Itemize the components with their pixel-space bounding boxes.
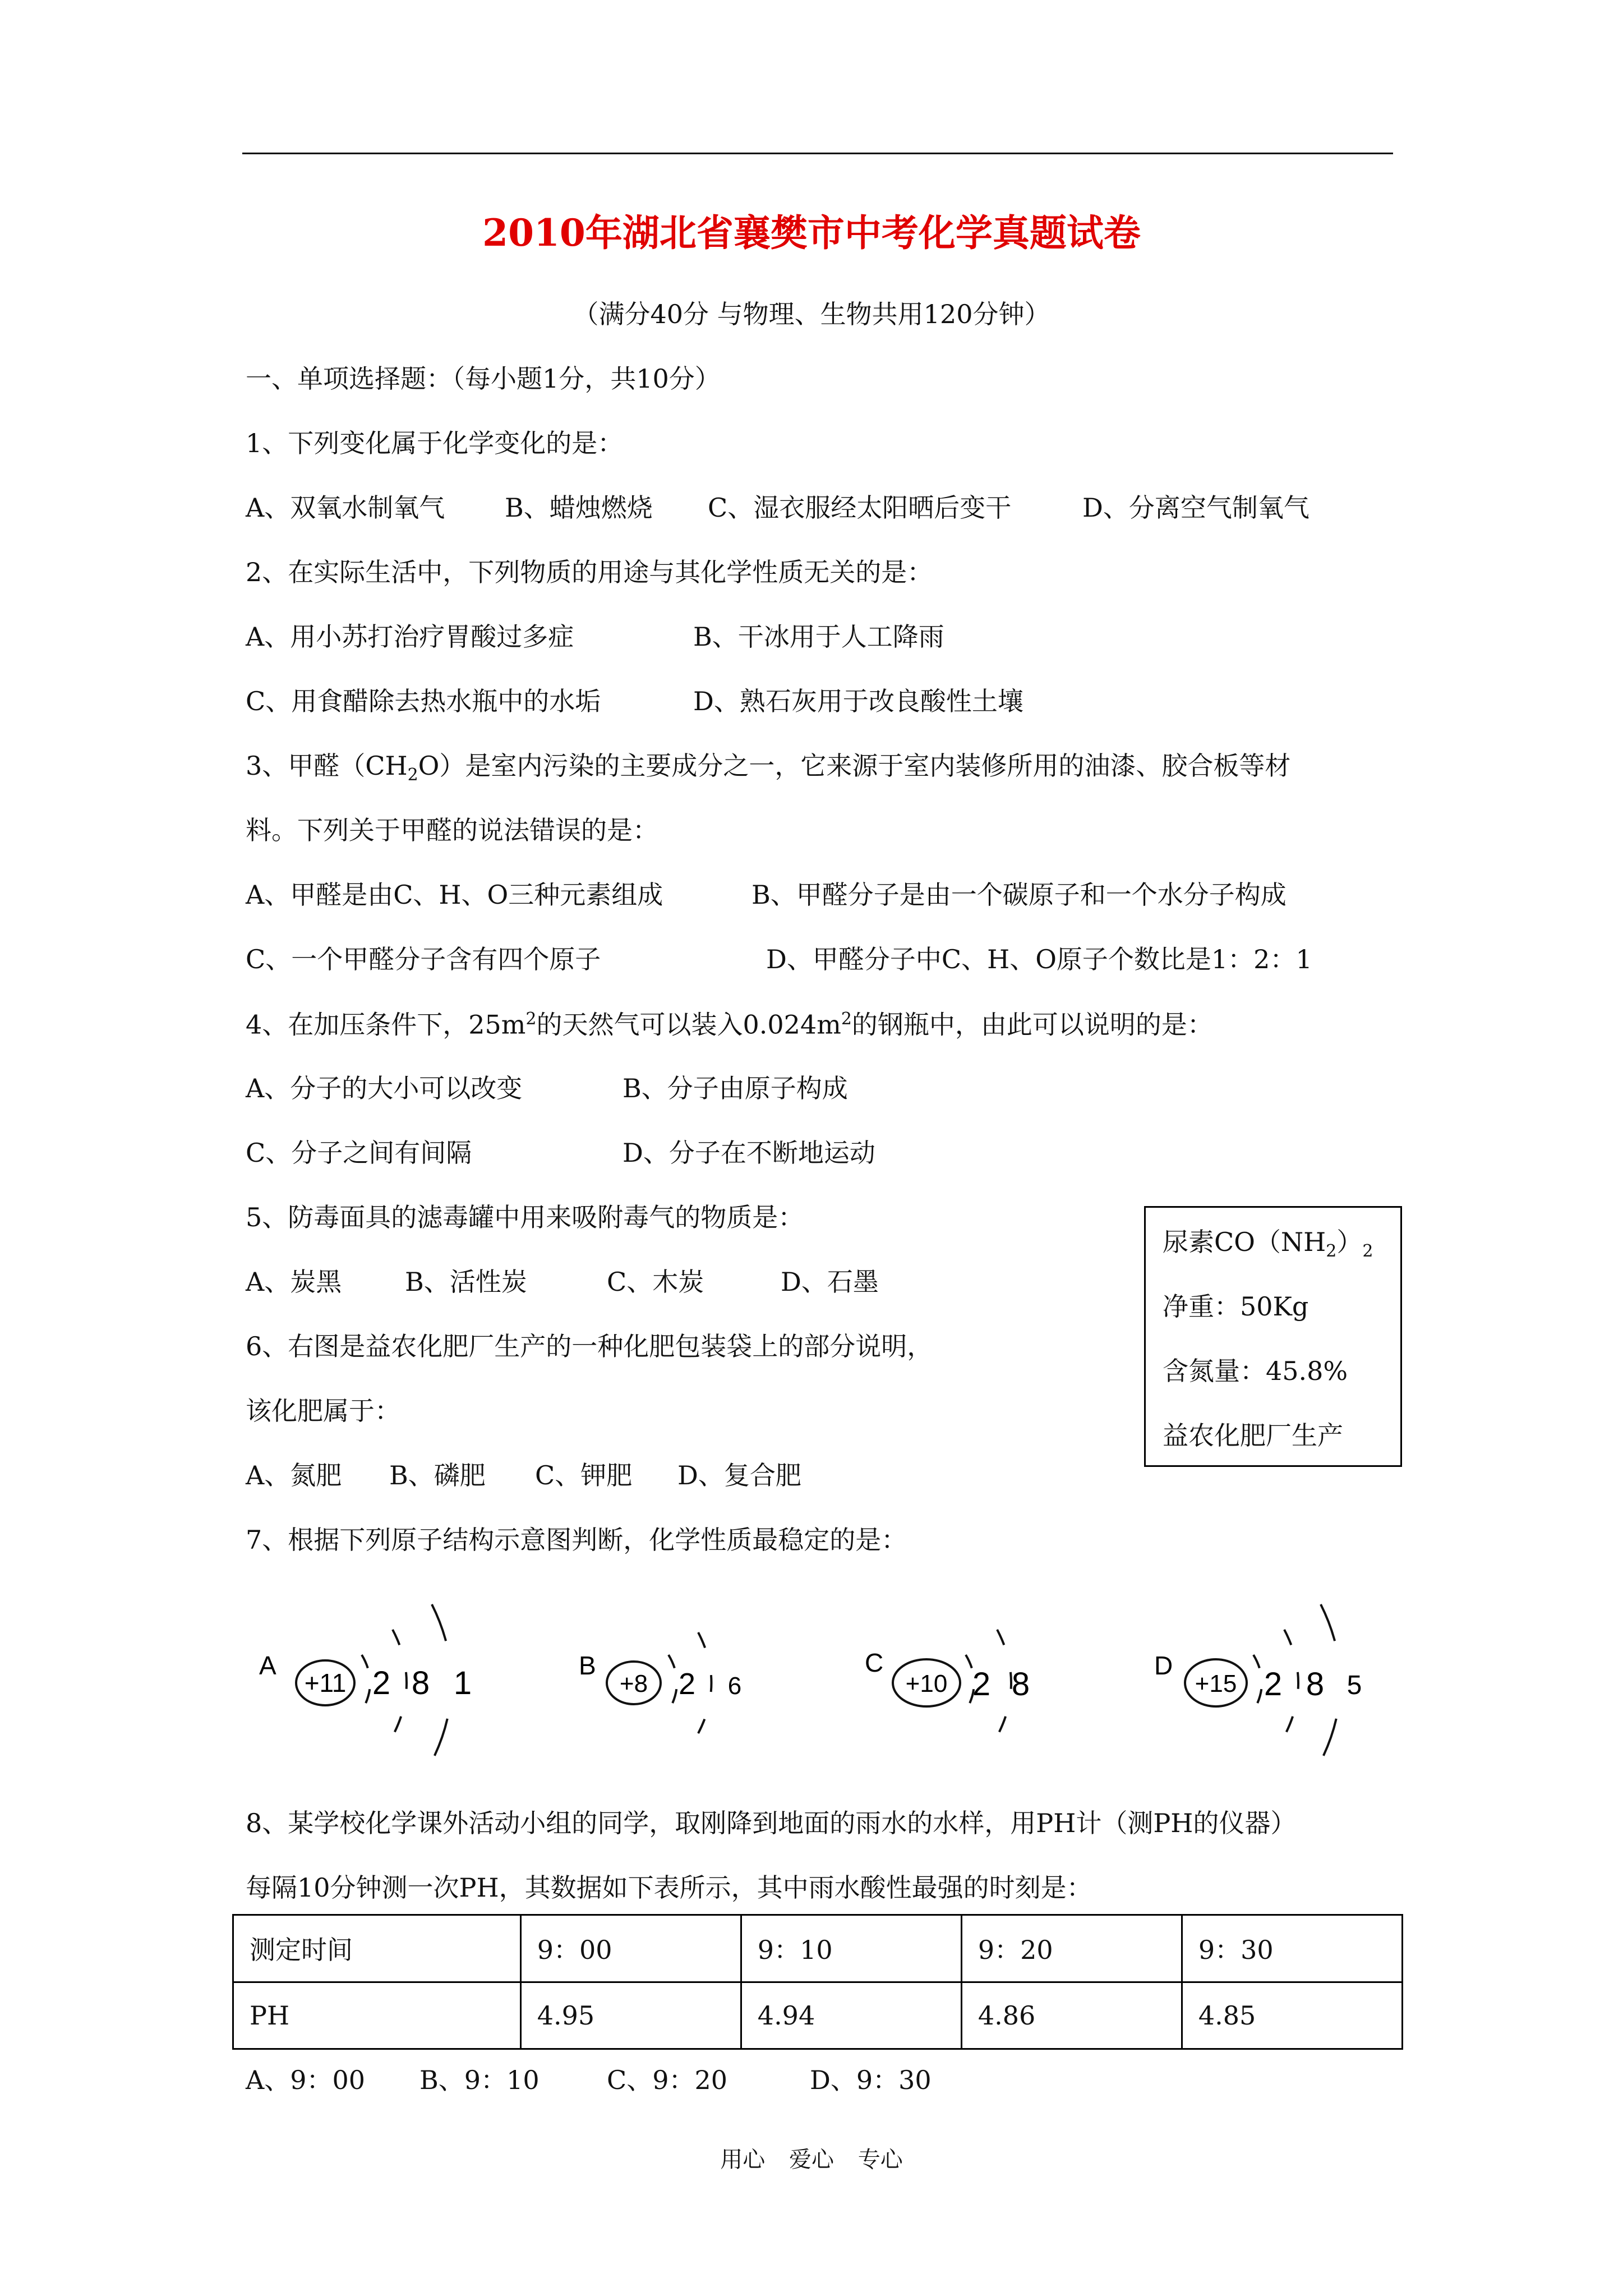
header-rule (242, 153, 1393, 154)
atom-diagram-b (579, 1632, 741, 1733)
section-heading: 一、单项选择题：（每小题1分，共10分） (246, 364, 721, 394)
table-cell: 4.94 (741, 1982, 961, 2049)
atom-b-shell-2: 6 (727, 1672, 742, 1700)
atom-b-letter: B (579, 1651, 596, 1680)
table-cell: 9：00 (520, 1915, 741, 1982)
q2-option-a: A、用小苏打治疗胃酸过多症 (246, 622, 574, 652)
atom-c-shell-1: 2 (972, 1666, 991, 1703)
q8-stem-line2: 每隔10分钟测一次PH，其数据如下表所示，其中雨水酸性最强的时刻是： (246, 1872, 1092, 1903)
q1-option-c: C、湿衣服经太阳晒后变干 (708, 493, 1012, 523)
atom-a-shell-1: 2 (372, 1665, 391, 1701)
q4-option-d: D、分子在不断地运动 (623, 1138, 875, 1168)
atom-c-shell-2: 8 (1011, 1666, 1030, 1703)
q5-option-c: C、木炭 (607, 1267, 704, 1297)
atom-diagram-a (259, 1604, 472, 1761)
table-cell: 9：20 (961, 1915, 1182, 1982)
q3-option-d: D、甲醛分子中C、H、O原子个数比是1：2：1 (766, 944, 1312, 974)
atom-c-letter: C (865, 1648, 884, 1677)
q4-option-c: C、分子之间有间隔 (246, 1138, 472, 1168)
page-title: 2010年湖北省襄樊市中考化学真题试卷 (482, 211, 1141, 255)
table-row (233, 1982, 1403, 2049)
q2-option-c: C、用食醋除去热水瓶中的水垢 (246, 686, 601, 716)
atom-c-shell-arc-2 (997, 1630, 1011, 1736)
atom-d-shell-3: 5 (1347, 1671, 1362, 1700)
page-footer: 用心 爱心 专心 (720, 2147, 903, 2173)
atom-a-letter: A (259, 1651, 276, 1680)
table-cell: 9：10 (741, 1915, 961, 1982)
q7-stem: 7、根据下列原子结构示意图判断，化学性质最稳定的是： (246, 1525, 907, 1555)
atom-c-nucleus: +10 (905, 1670, 948, 1697)
q6-option-d: D、复合肥 (677, 1460, 801, 1490)
table-cell: 测定时间 (233, 1915, 521, 1982)
q3-stem-line2: 料。下列关于甲醛的说法错误的是： (246, 815, 658, 845)
ph-data-table (232, 1914, 1403, 2050)
table-cell: 9：30 (1182, 1915, 1402, 1982)
q8-option-d: D、9：30 (810, 2065, 932, 2095)
q6-stem: 6、右图是益农化肥厂生产的一种化肥包装袋上的部分说明， (246, 1331, 933, 1361)
label-nitrogen-content: 含氮量：45.8% (1163, 1356, 1348, 1386)
q1-option-d: D、分离空气制氧气 (1082, 493, 1310, 523)
q6-stem-line2: 该化肥属于： (246, 1396, 400, 1426)
q5-stem: 5、防毒面具的滤毒罐中用来吸附毒气的物质是： (246, 1202, 804, 1232)
q8-stem: 8、某学校化学课外活动小组的同学，取刚降到地面的雨水的水样，用PH计（测PH的仪器） (246, 1808, 1297, 1838)
q4-option-b: B、分子由原子构成 (623, 1073, 848, 1103)
q2-option-d: D、熟石灰用于改良酸性土壤 (693, 686, 1023, 716)
atom-diagram-d (1154, 1604, 1362, 1761)
atom-b-shell-1: 2 (678, 1667, 696, 1701)
atom-structure-diagrams (241, 1576, 1402, 1767)
atom-a-shell-2: 8 (411, 1665, 430, 1701)
q1-option-a: A、双氧水制氧气 (246, 493, 445, 523)
atom-a-shell-arc-3 (432, 1604, 451, 1761)
q6-option-b: B、磷肥 (389, 1460, 486, 1490)
q6-option-c: C、钾肥 (535, 1460, 633, 1490)
atom-b-shell-arc-2 (698, 1632, 712, 1733)
atom-d-shell-arc-2 (1284, 1630, 1298, 1736)
q2-option-b: B、干冰用于人工降雨 (693, 622, 944, 652)
table-cell: PH (233, 1982, 521, 2049)
atom-a-shell-arc-1 (362, 1655, 370, 1711)
table-cell: 4.85 (1182, 1982, 1402, 2049)
q3-option-b: B、甲醛分子是由一个碳原子和一个水分子构成 (751, 880, 1287, 910)
label-urea-formula: 尿素$CO(NH_2)_2$ (1163, 1227, 1373, 1262)
q6-option-a: A、氮肥 (246, 1460, 342, 1490)
table-cell: 4.86 (961, 1982, 1182, 2049)
q5-option-a: A、炭黑 (246, 1267, 342, 1297)
atom-a-nucleus: +11 (304, 1668, 347, 1697)
q8-option-c: C、9：20 (607, 2065, 727, 2095)
atom-d-nucleus: +15 (1195, 1670, 1237, 1697)
q3-option-a: A、甲醛是由C、H、O三种元素组成 (246, 880, 663, 910)
q3-stem: 3、甲醛$(CH_2O)$是室内污染的主要成分之一，它来源于室内装修所用的油漆、胶合板等材 (246, 751, 1291, 785)
atom-d-letter: D (1154, 1651, 1173, 1680)
atom-d-shell-arc-1 (1253, 1655, 1262, 1711)
atom-b-shell-arc-1 (668, 1655, 677, 1711)
atom-d-shell-1: 2 (1264, 1666, 1283, 1703)
q5-option-d: D、石墨 (781, 1267, 879, 1297)
q8-option-b: B、9：10 (419, 2065, 540, 2095)
atom-d-shell-2: 8 (1306, 1666, 1325, 1703)
q2-stem: 2、在实际生活中，下列物质的用途与其化学性质无关的是： (246, 557, 933, 587)
q1-option-b: B、蜡烛燃烧 (505, 493, 653, 523)
page-subtitle: （满分40分 与物理、生物共用120分钟） (573, 299, 1050, 329)
q1-stem: 1、下列变化属于化学变化的是： (246, 428, 624, 458)
q4-stem: 4、在加压条件下，$25m^2$的天然气可以装入$0.024m^2$的钢瓶中，由此可以说明的是： (246, 1009, 1213, 1040)
atom-diagram-c (865, 1630, 1030, 1736)
q8-option-a: A、9：00 (246, 2065, 366, 2095)
table-cell: 4.95 (520, 1982, 741, 2049)
label-manufacturer: 益农化肥厂生产 (1163, 1420, 1343, 1451)
q4-option-a: A、分子的大小可以改变 (246, 1073, 523, 1103)
table-row (233, 1915, 1403, 1982)
fertilizer-label-box (1144, 1206, 1402, 1467)
atom-b-nucleus: +8 (619, 1670, 648, 1697)
q3-option-c: C、一个甲醛分子含有四个原子 (246, 944, 601, 974)
q5-option-b: B、活性炭 (405, 1267, 527, 1297)
atom-a-shell-3: 1 (453, 1665, 472, 1701)
label-net-weight: 净重：50Kg (1163, 1291, 1309, 1322)
atom-a-shell-arc-2 (393, 1630, 407, 1736)
